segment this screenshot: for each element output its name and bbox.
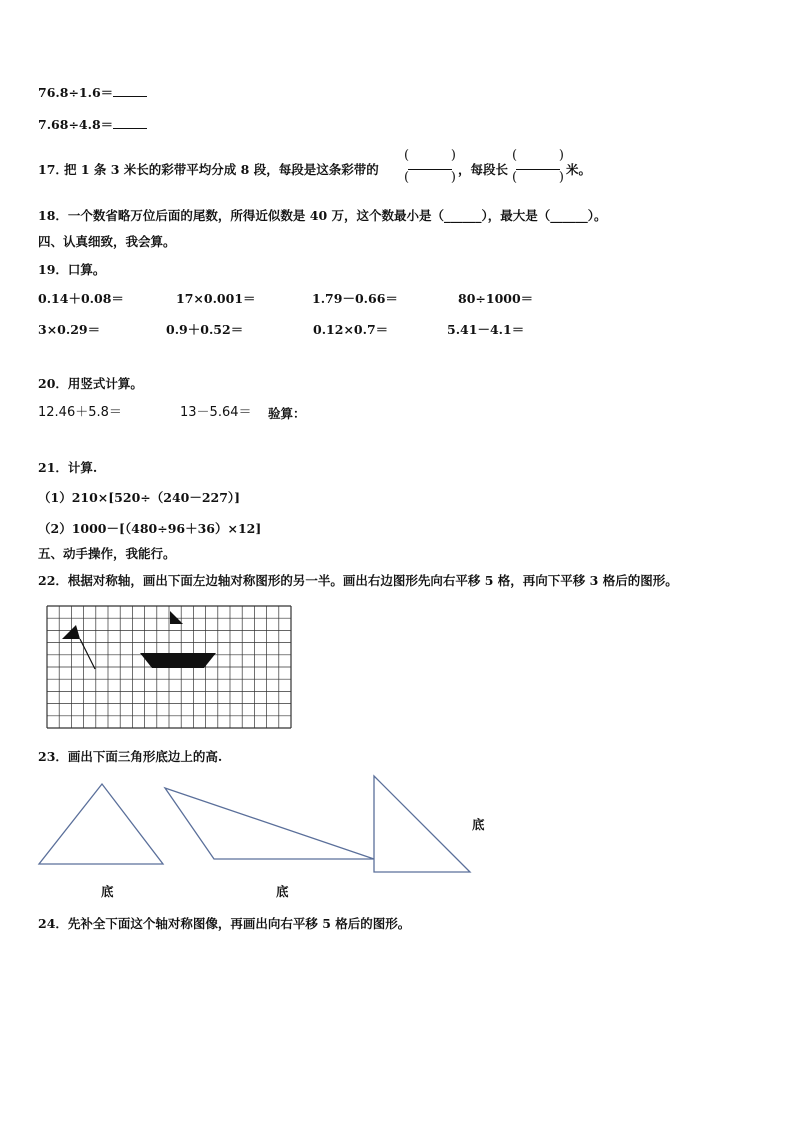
paren-close: ) <box>558 148 564 163</box>
question-24: 24．先补全下面这个轴对称图像，再画出向右平移 5 格后的图形。 <box>38 916 411 931</box>
question-19: 19．口算。 <box>38 262 106 277</box>
question-17-number: 17． <box>38 162 68 177</box>
oral-calc-item: 17×0.001＝ <box>176 291 256 306</box>
base-label-1: 底 <box>101 884 114 899</box>
question-21-part-1: （1）210×[520÷（240－227）] <box>38 490 241 505</box>
section-4-heading: 四、认真细致，我会算。 <box>38 234 176 249</box>
question-21-part-2: （2）1000－[（480÷96＋36）×12] <box>38 521 262 536</box>
calc-text: 7.68÷4.8＝ <box>38 117 114 132</box>
oral-calc-item: 0.14＋0.08＝ <box>38 291 124 306</box>
paren-open: ( <box>404 170 410 185</box>
paren-close: ) <box>558 170 564 185</box>
triangle-3[interactable] <box>374 776 470 872</box>
oral-calc-item: 3×0.29＝ <box>38 322 101 337</box>
question-17-text-a: 把 1 条 3 米长的彩带平均分成 8 段，每段是这条彩带的 <box>64 162 379 177</box>
base-label-2: 底 <box>276 884 289 899</box>
question-22: 22．根据对称轴，画出下面左边轴对称图形的另一半。画出右边图形先向右平移 5 格，再向下平移 3 格后的图形。 <box>38 573 678 588</box>
question-21: 21．计算. <box>38 460 98 475</box>
oral-calc-item: 5.41－4.1＝ <box>447 322 525 337</box>
base-label-3: 底 <box>472 817 485 832</box>
oral-calc-item: 0.9＋0.52＝ <box>166 322 244 337</box>
section-5-heading: 五、动手操作，我能行。 <box>38 546 176 561</box>
question-20: 20．用竖式计算。 <box>38 376 143 391</box>
vertical-calc-a: 12.46＋5.8＝ <box>38 405 122 420</box>
question-18: 18．一个数省略万位后面的尾数，所得近似数是 40 万，这个数最小是（______），最大是（______）。 <box>38 208 607 223</box>
triangle-1[interactable] <box>39 784 163 864</box>
oral-calc-item: 0.12×0.7＝ <box>313 322 389 337</box>
triangle-2[interactable] <box>165 788 374 859</box>
calc-text: 76.8÷1.6＝ <box>38 85 114 100</box>
paren-close: ) <box>450 148 456 163</box>
oral-calc-item: 80÷1000＝ <box>458 291 534 306</box>
oral-calc-item: 1.79－0.66＝ <box>312 291 398 306</box>
question-17-text-c: 米。 <box>566 162 592 177</box>
paren-close: ) <box>450 170 456 185</box>
paren-open: ( <box>512 170 518 185</box>
question-17-text-b: ，每段长 <box>458 162 509 177</box>
question-23: 23．画出下面三角形底边上的高. <box>38 749 223 764</box>
vertical-calc-b: 13－5.64＝ <box>180 405 252 420</box>
paren-open: ( <box>512 148 518 163</box>
check-label: 验算： <box>268 406 306 421</box>
paren-open: ( <box>404 148 410 163</box>
